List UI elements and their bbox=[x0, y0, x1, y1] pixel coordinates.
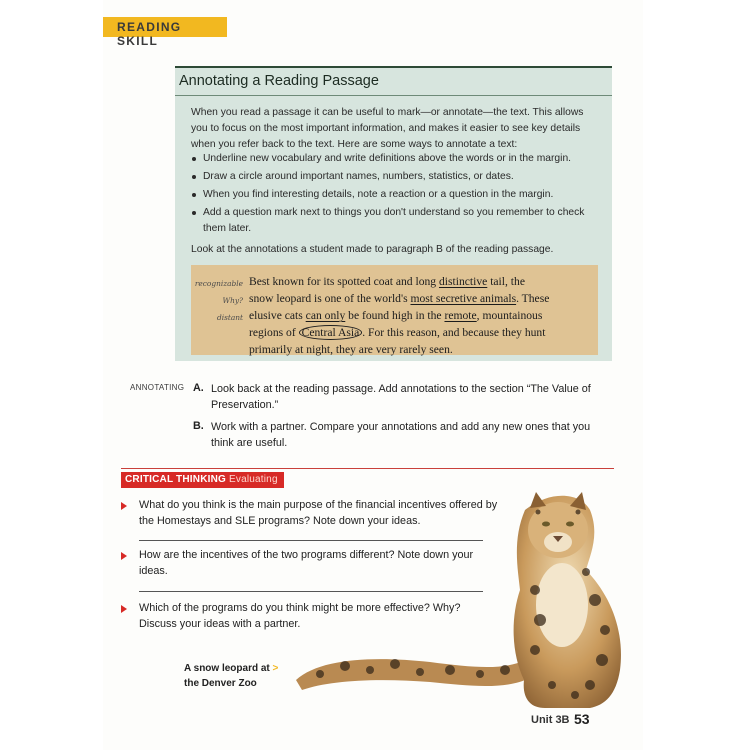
sample-line bbox=[249, 307, 592, 324]
text-run: . For this reason, and because they hunt bbox=[362, 326, 546, 339]
margin-note: recognizable bbox=[194, 279, 243, 288]
item-letter: B. bbox=[193, 420, 204, 432]
item-text: Work with a partner. Compare your annotations and add any new ones that you think are useful. bbox=[211, 421, 591, 449]
critical-thinking-rule bbox=[121, 468, 614, 469]
text-run: be found high in the bbox=[345, 309, 445, 322]
annotation-tips-list bbox=[191, 151, 601, 239]
underlined-phrase: can only bbox=[305, 309, 346, 322]
annotating-label: ANNOTATING bbox=[130, 383, 185, 392]
critical-thinking-sublabel: Evaluating bbox=[229, 474, 278, 485]
arrow-right-icon bbox=[121, 605, 127, 613]
tip-item: Add a question mark next to things you don't understand so you remember to check them later. bbox=[191, 205, 601, 237]
page-margin-right bbox=[643, 0, 750, 750]
text-run: . These bbox=[516, 292, 550, 305]
circled-name: Central Asia bbox=[299, 325, 363, 340]
text-run: , mountainous bbox=[476, 309, 543, 322]
caption-text: A snow leopard at bbox=[184, 663, 270, 674]
panel-top-rule bbox=[175, 66, 612, 68]
panel-title: Annotating a Reading Passage bbox=[179, 73, 379, 89]
margin-notes bbox=[191, 275, 243, 326]
item-letter: A. bbox=[193, 382, 204, 394]
leopard-eye bbox=[542, 522, 550, 527]
leopard-chest bbox=[536, 563, 588, 647]
critical-thinking-label: CRITICAL THINKING bbox=[125, 474, 226, 485]
sample-line bbox=[249, 290, 592, 307]
panel-intro: When you read a passage it can be useful to mark—or annotate—the text. This allows you to focus on the most important information, and makes it easier to see key details when you refer back to the text. Here are some ways to annotate a text: bbox=[191, 107, 584, 150]
item-text: Look back at the reading passage. Add annotations to the section “The Value of Preservation.” bbox=[211, 383, 591, 411]
tip-item: Underline new vocabulary and write definitions above the words or in the margin. bbox=[191, 151, 601, 167]
reading-skill-tab: READING SKILL bbox=[103, 17, 227, 37]
text-run: snow leopard is one of the world's bbox=[249, 292, 411, 305]
text-run: regions of bbox=[249, 326, 299, 339]
tip-item: Draw a circle around important names, numbers, statistics, or dates. bbox=[191, 169, 601, 185]
margin-note: Why? bbox=[222, 296, 243, 305]
annotated-sample-text bbox=[249, 273, 592, 358]
underlined-word: distinctive bbox=[438, 275, 488, 288]
underlined-word: remote bbox=[444, 309, 477, 322]
sample-line bbox=[249, 324, 592, 341]
tip-item: When you find interesting details, note a reaction or a question in the margin. bbox=[191, 187, 601, 203]
text-run: elusive cats bbox=[249, 309, 306, 322]
unit-label: Unit 3B bbox=[531, 714, 570, 726]
question-text: Which of the programs do you think might be more effective? Why? Discuss your ideas with a partner. bbox=[139, 602, 461, 630]
arrow-right-icon bbox=[121, 502, 127, 510]
caption-line: the Denver Zoo bbox=[184, 678, 257, 689]
text-run: tail, the bbox=[487, 275, 525, 288]
page-margin-left bbox=[0, 0, 103, 750]
page-number: 53 bbox=[574, 711, 590, 727]
look-instruction: Look at the annotations a student made to paragraph B of the reading passage. bbox=[191, 244, 554, 255]
sample-line: primarily at night, they are very rarely seen. bbox=[249, 343, 453, 356]
photo-caption bbox=[184, 661, 278, 691]
critical-thinking-tab bbox=[121, 472, 284, 488]
text-run: Best known for its spotted coat and long bbox=[249, 275, 439, 288]
underlined-phrase: most secretive animals bbox=[410, 292, 517, 305]
caption-pointer-icon: > bbox=[272, 663, 279, 674]
leopard-tail bbox=[296, 659, 530, 690]
caption-line bbox=[184, 661, 278, 676]
question-text: How are the incentives of the two programs different? Note down your ideas. bbox=[139, 549, 474, 577]
leopard-eye bbox=[566, 522, 574, 527]
sample-line bbox=[249, 273, 592, 290]
snow-leopard-photo bbox=[290, 480, 630, 715]
arrow-right-icon bbox=[121, 552, 127, 560]
panel-title-rule bbox=[175, 95, 612, 96]
margin-note: distant bbox=[217, 313, 243, 322]
question-text: What do you think is the main purpose of the financial incentives offered by the Homestays and SLE programs? Note down your ideas. bbox=[139, 499, 498, 527]
